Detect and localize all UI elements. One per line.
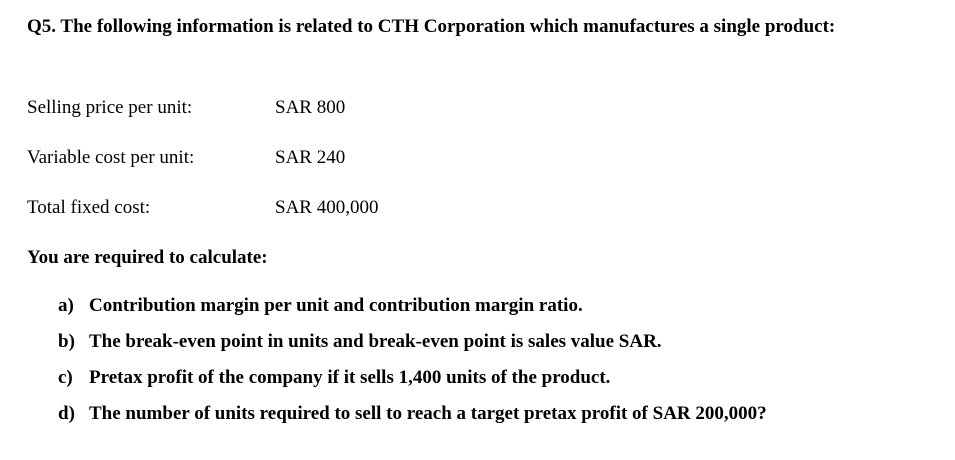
info-label: Total fixed cost:	[27, 197, 151, 218]
info-label: Variable cost per unit:	[27, 147, 195, 168]
info-value: SAR 400,000	[275, 197, 379, 218]
info-label: Selling price per unit:	[27, 97, 193, 118]
info-value: SAR 240	[275, 147, 346, 168]
info-row-selling-price	[27, 95, 527, 121]
task-letter: d)	[58, 403, 75, 424]
task-text: Pretax profit of the company if it sells 1,400 units of the product.	[89, 367, 611, 388]
info-value: SAR 800	[275, 97, 346, 118]
task-letter: b)	[58, 331, 75, 352]
question-title: Q5. The following information is related to CTH Corporation which manufactures a single product:	[27, 16, 836, 37]
task-letter: c)	[58, 367, 73, 388]
task-text: The number of units required to sell to reach a target pretax profit of SAR 200,000?	[89, 403, 767, 424]
instruction-heading: You are required to calculate:	[27, 247, 268, 268]
task-text: Contribution margin per unit and contribution margin ratio.	[89, 295, 583, 316]
info-row-variable-cost	[27, 145, 527, 171]
info-row-fixed-cost	[27, 195, 527, 221]
task-text: The break-even point in units and break-even point is sales value SAR.	[89, 331, 662, 352]
task-letter: a)	[58, 295, 74, 316]
